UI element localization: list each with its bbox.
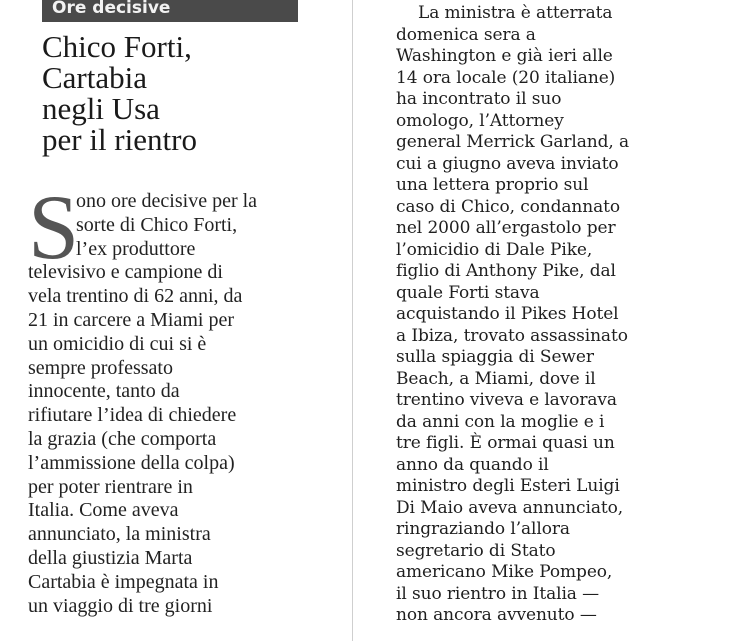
text-line: 21 in carcere a Miami per — [28, 308, 235, 331]
drop-cap: S — [28, 176, 80, 278]
text-line: ministro degli Esteri Luigi — [396, 476, 620, 496]
text-line: della giustizia Marta — [28, 546, 193, 569]
text-line: televisivo e campione di — [28, 261, 223, 284]
text-line: innocente, tanto da — [28, 380, 180, 403]
text-line: trentino viveva e lavorava — [396, 390, 617, 410]
text-line: Washington e già ieri alle — [396, 46, 613, 66]
kicker-label: Ore decisive — [52, 0, 171, 18]
text-line: Di Maio aveva annunciato, — [396, 497, 624, 518]
headline-line: per il rientro — [42, 122, 197, 157]
text-line: general Merrick Garland, a — [396, 132, 630, 152]
text-line: l’ex produttore — [76, 237, 196, 260]
text-line: La ministra è atterrata — [418, 3, 613, 23]
text-line: cui a giugno aveva inviato — [396, 153, 619, 174]
article-body-left — [28, 176, 323, 618]
text-line: un omicidio di cui si è — [28, 332, 207, 355]
text-line: non ancora avvenuto — — [396, 605, 597, 625]
headline — [42, 31, 342, 155]
text-line: rifiutare l’idea di chiedere — [28, 404, 237, 427]
text-line: da anni con la moglie e i — [396, 411, 605, 432]
text-line: segretario di Stato — [396, 540, 556, 561]
text-line: sempre professato — [28, 356, 173, 379]
text-line: sorte di Chico Forti, — [76, 213, 238, 236]
column-divider — [352, 0, 353, 641]
text-line: a Ibiza, trovato assassinato — [396, 325, 628, 346]
headline-line: Cartabia — [42, 60, 148, 95]
text-line: americano Mike Pompeo, — [396, 562, 613, 582]
text-line: 14 ora locale (20 italiane) — [396, 67, 616, 88]
text-line: un viaggio di tre giorni — [28, 594, 213, 617]
text-line: figlio di Anthony Pike, dal — [396, 261, 616, 281]
text-line: ha incontrato il suo — [396, 89, 562, 109]
text-line: l’omicidio di Dale Pike, — [396, 239, 593, 260]
text-line: omologo, l’Attorney — [396, 110, 564, 131]
text-line: la grazia (che comporta — [28, 427, 217, 450]
article-body-right — [396, 3, 716, 627]
text-line: domenica sera a — [396, 24, 536, 45]
text-line: Cartabia è impegnata in — [28, 570, 219, 593]
text-line: nel 2000 all’ergastolo per — [396, 218, 616, 238]
text-line: ono ore decisive per la — [76, 190, 258, 212]
text-line: quale Forti stava — [396, 282, 540, 303]
text-line: annunciato, la ministra — [28, 523, 211, 546]
headline-line: Chico Forti, — [42, 29, 192, 64]
text-line: caso di Chico, condannato — [396, 196, 621, 217]
text-line: anno da quando il — [396, 454, 549, 475]
text-line: Beach, a Miami, dove il — [396, 368, 596, 389]
text-line: ringraziando l’allora — [396, 519, 570, 539]
text-line: per poter rientrare in — [28, 475, 193, 498]
text-line: una lettera proprio sul — [396, 175, 589, 195]
text-line: il suo rientro in Italia — — [396, 583, 600, 604]
headline-line: negli Usa — [42, 91, 160, 126]
text-line: l’ammissione della colpa) — [28, 451, 235, 474]
text-line: Italia. Come aveva — [28, 499, 179, 522]
text-line: tre figli. È ormai quasi un — [396, 433, 615, 453]
text-line: vela trentino di 62 anni, da — [28, 285, 243, 308]
text-line: sulla spiaggia di Sewer — [396, 347, 594, 367]
text-line: acquistando il Pikes Hotel — [396, 304, 619, 324]
